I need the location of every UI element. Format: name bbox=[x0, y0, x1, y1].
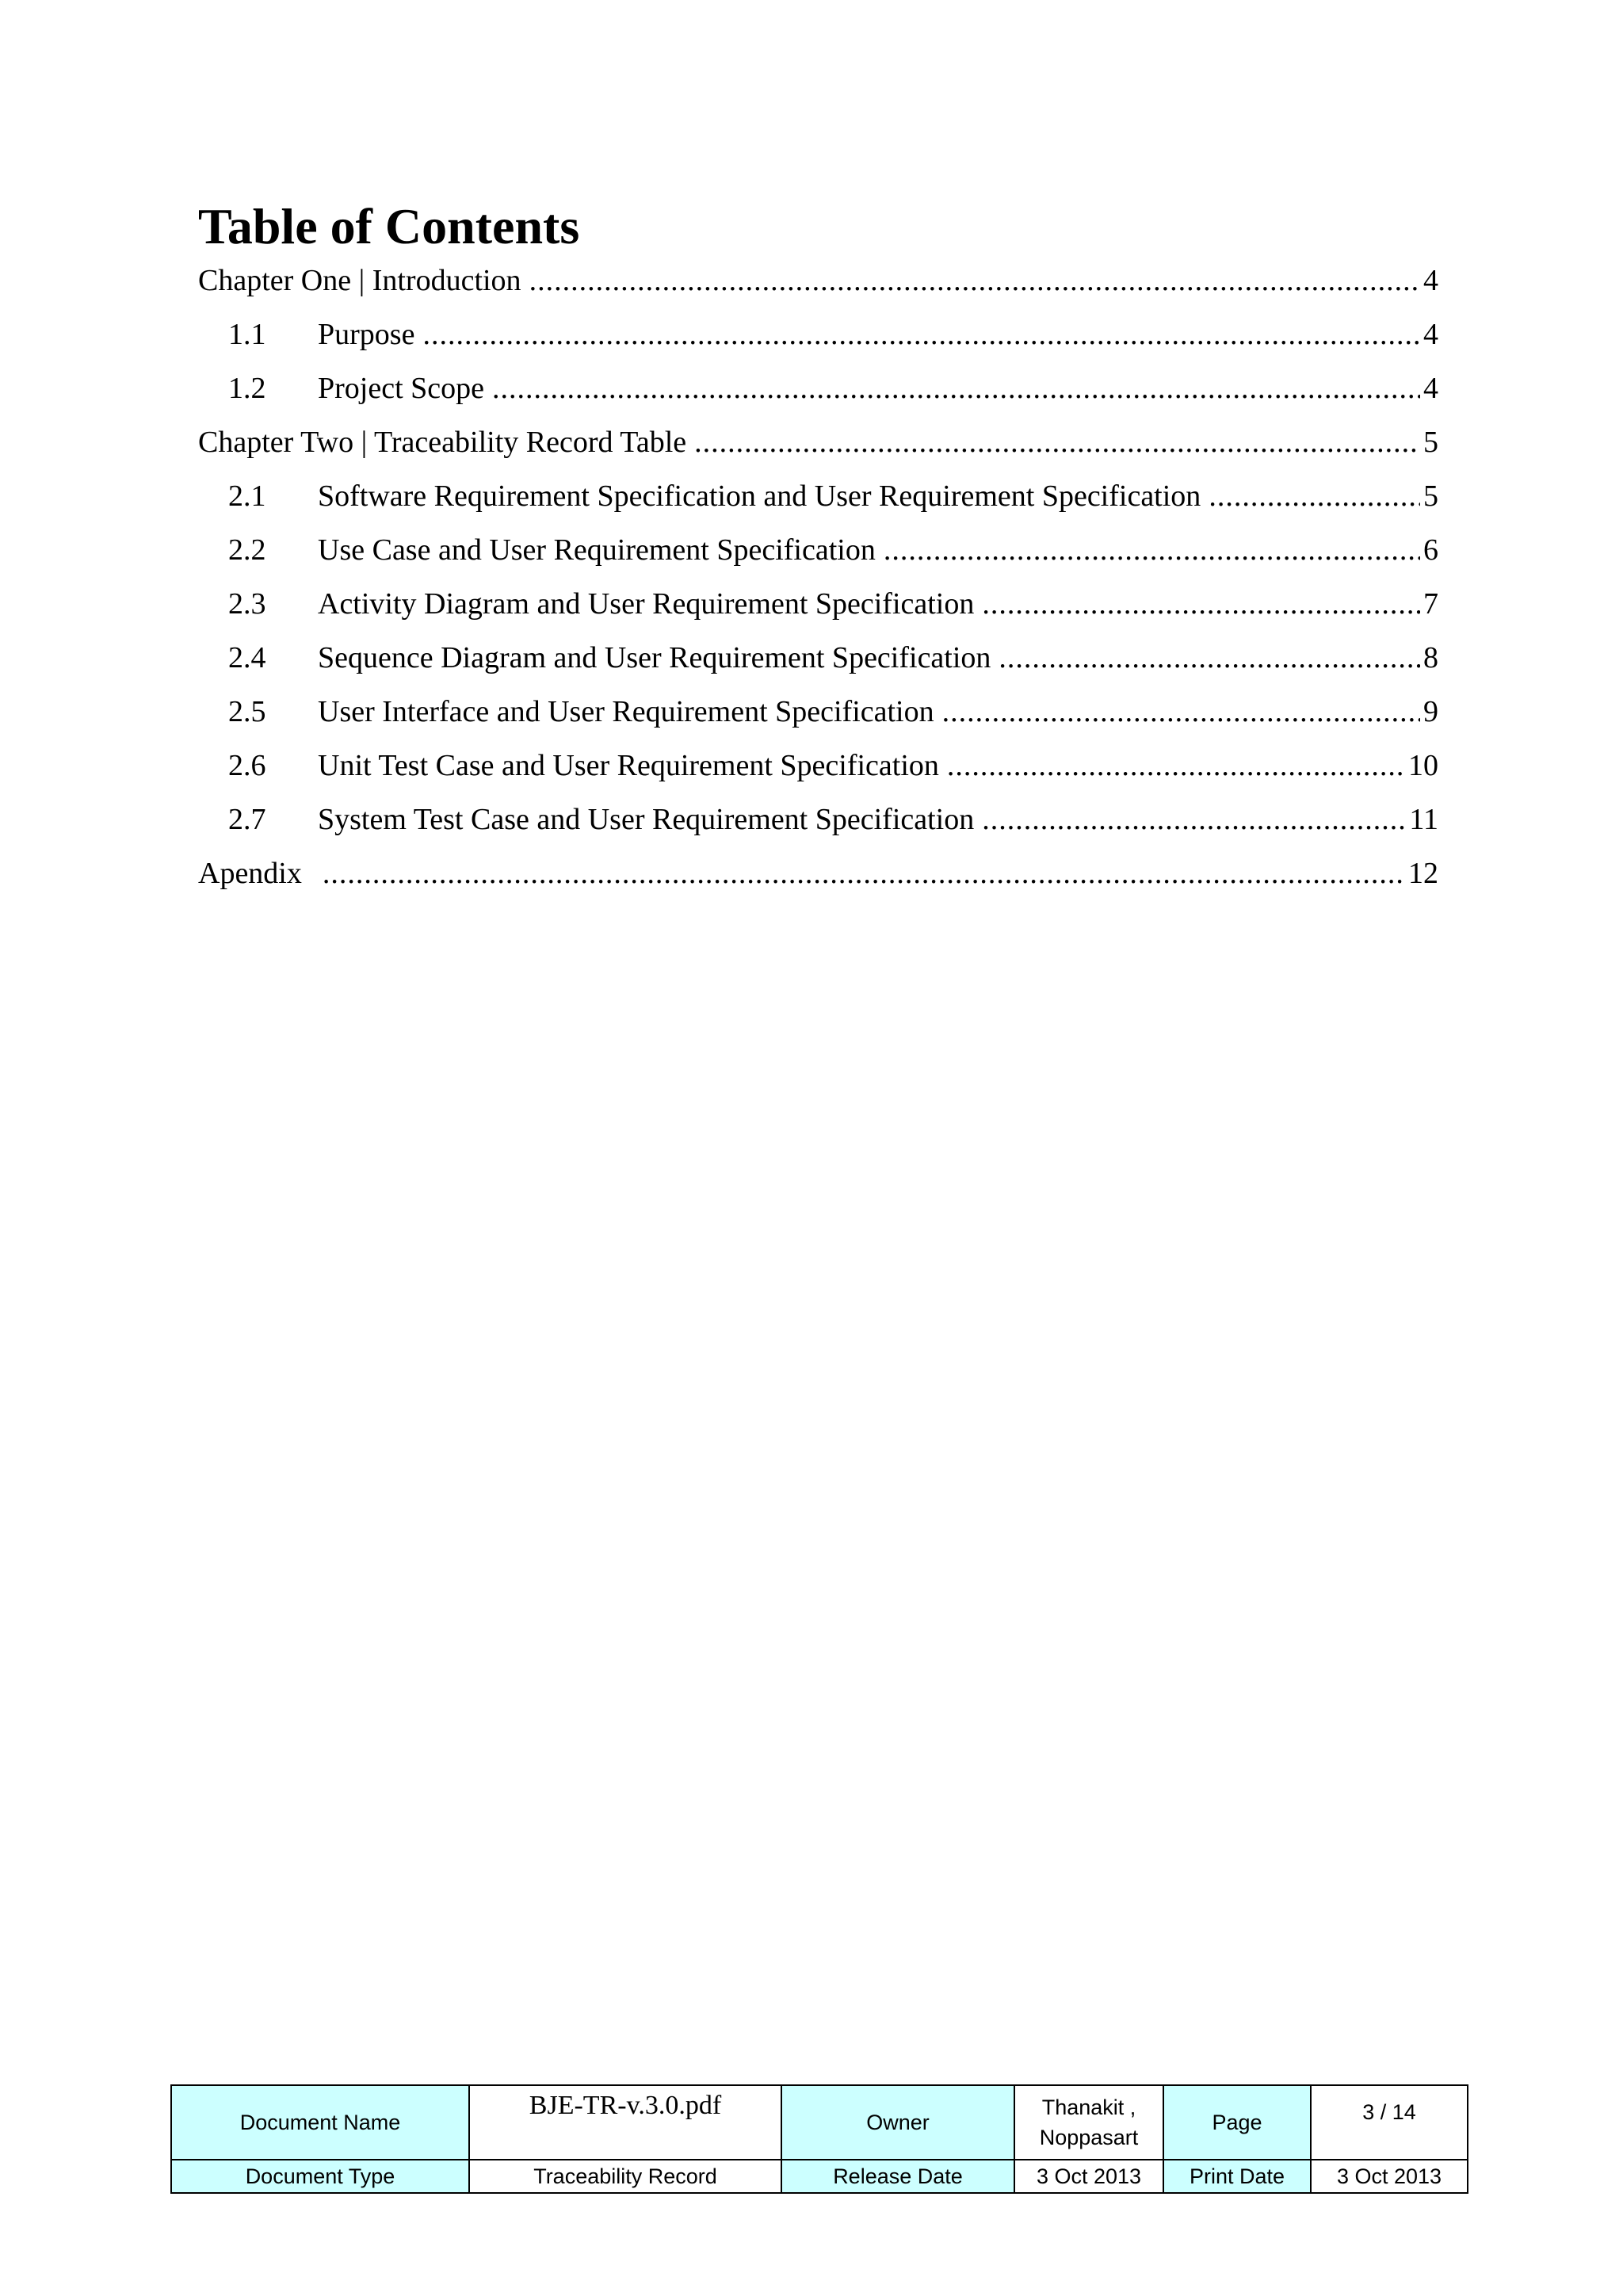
release-date-value: 3 Oct 2013 bbox=[1014, 2160, 1163, 2193]
toc-entry[interactable] bbox=[198, 635, 1438, 689]
toc-dot-leader bbox=[694, 419, 1420, 465]
toc-entry-label: Chapter One | Introduction bbox=[198, 264, 521, 297]
toc-entry-number: 1.2 bbox=[228, 372, 266, 405]
toc-entry-number: 2.3 bbox=[228, 587, 266, 621]
page-value: 3 / 14 bbox=[1311, 2085, 1468, 2160]
toc-entry-page: 4 bbox=[1423, 372, 1438, 405]
toc-entry-number: 1.1 bbox=[228, 318, 266, 351]
toc-entry-label: Unit Test Case and User Requirement Specification bbox=[318, 749, 939, 782]
toc-dot-leader bbox=[947, 743, 1405, 789]
toc-entry-label: Project Scope bbox=[318, 372, 485, 405]
toc-entry[interactable] bbox=[198, 419, 1438, 473]
toc-entry-page: 8 bbox=[1423, 641, 1438, 674]
toc-entry-label: Chapter Two | Traceability Record Table bbox=[198, 426, 687, 459]
toc-dot-leader bbox=[999, 635, 1420, 681]
toc-entry[interactable] bbox=[198, 581, 1438, 635]
toc-dot-leader bbox=[982, 797, 1406, 842]
toc-entry[interactable] bbox=[198, 365, 1438, 419]
toc-entry[interactable] bbox=[198, 527, 1438, 581]
owner-value bbox=[1014, 2085, 1163, 2160]
toc-dot-leader bbox=[422, 311, 1420, 357]
toc-entry-page: 10 bbox=[1408, 749, 1438, 782]
toc-entry-label: Activity Diagram and User Requirement Specification bbox=[318, 587, 975, 621]
toc-entry[interactable] bbox=[198, 258, 1438, 311]
document-info-row bbox=[171, 2160, 1468, 2193]
owner-value-line1: Thanakit , bbox=[1041, 2095, 1136, 2119]
toc-entry-page: 5 bbox=[1423, 426, 1438, 459]
owner-label: Owner bbox=[781, 2085, 1014, 2160]
toc-dot-leader bbox=[492, 365, 1420, 411]
toc-entry-page: 6 bbox=[1423, 533, 1438, 567]
toc-dot-leader bbox=[323, 850, 1405, 896]
toc-entry-label: Purpose bbox=[318, 318, 415, 351]
toc-entry-page: 4 bbox=[1423, 318, 1438, 351]
toc-entry[interactable] bbox=[198, 689, 1438, 743]
toc-entry-label: User Interface and User Requirement Specification bbox=[318, 695, 934, 728]
toc-entry-label: Use Case and User Requirement Specification bbox=[318, 533, 876, 567]
owner-value-line2: Noppasart bbox=[1039, 2126, 1139, 2149]
toc-entry-page: 4 bbox=[1423, 264, 1438, 297]
toc-entry-label: Software Requirement Specification and User Requirement Specification bbox=[318, 479, 1201, 513]
document-name-label: Document Name bbox=[171, 2085, 469, 2160]
toc-dot-leader bbox=[884, 527, 1420, 573]
toc-entry-label: Apendix bbox=[198, 857, 302, 890]
document-info-table bbox=[170, 2084, 1468, 2194]
table-of-contents bbox=[198, 258, 1438, 904]
toc-entry-number: 2.5 bbox=[228, 695, 266, 728]
document-type-value: Traceability Record bbox=[469, 2160, 781, 2193]
print-date-value: 3 Oct 2013 bbox=[1311, 2160, 1468, 2193]
toc-dot-leader bbox=[529, 258, 1420, 304]
toc-entry-number: 2.4 bbox=[228, 641, 266, 674]
document-type-label: Document Type bbox=[171, 2160, 469, 2193]
release-date-label: Release Date bbox=[781, 2160, 1014, 2193]
toc-entry[interactable] bbox=[198, 850, 1438, 904]
toc-dot-leader bbox=[982, 581, 1420, 627]
toc-entry-number: 2.7 bbox=[228, 803, 266, 836]
toc-entry-label: Sequence Diagram and User Requirement Specification bbox=[318, 641, 991, 674]
toc-dot-leader bbox=[942, 689, 1420, 735]
toc-entry[interactable] bbox=[198, 743, 1438, 797]
toc-title: Table of Contents bbox=[198, 198, 580, 254]
page-label: Page bbox=[1163, 2085, 1311, 2160]
toc-entry[interactable] bbox=[198, 797, 1438, 850]
toc-entry-page: 5 bbox=[1423, 479, 1438, 513]
toc-entry[interactable] bbox=[198, 311, 1438, 365]
toc-entry-number: 2.6 bbox=[228, 749, 266, 782]
document-name-value: BJE-TR-v.3.0.pdf bbox=[469, 2085, 781, 2160]
toc-entry-page: 7 bbox=[1423, 587, 1438, 621]
toc-entry-number: 2.1 bbox=[228, 479, 266, 513]
toc-entry-number: 2.2 bbox=[228, 533, 266, 567]
document-info-row bbox=[171, 2085, 1468, 2160]
toc-dot-leader bbox=[1209, 473, 1420, 519]
print-date-label: Print Date bbox=[1163, 2160, 1311, 2193]
toc-entry[interactable] bbox=[198, 473, 1438, 527]
toc-entry-label: System Test Case and User Requirement Specification bbox=[318, 803, 975, 836]
toc-entry-page: 9 bbox=[1423, 695, 1438, 728]
toc-entry-page: 12 bbox=[1408, 857, 1438, 890]
toc-entry-page: 11 bbox=[1409, 803, 1438, 836]
